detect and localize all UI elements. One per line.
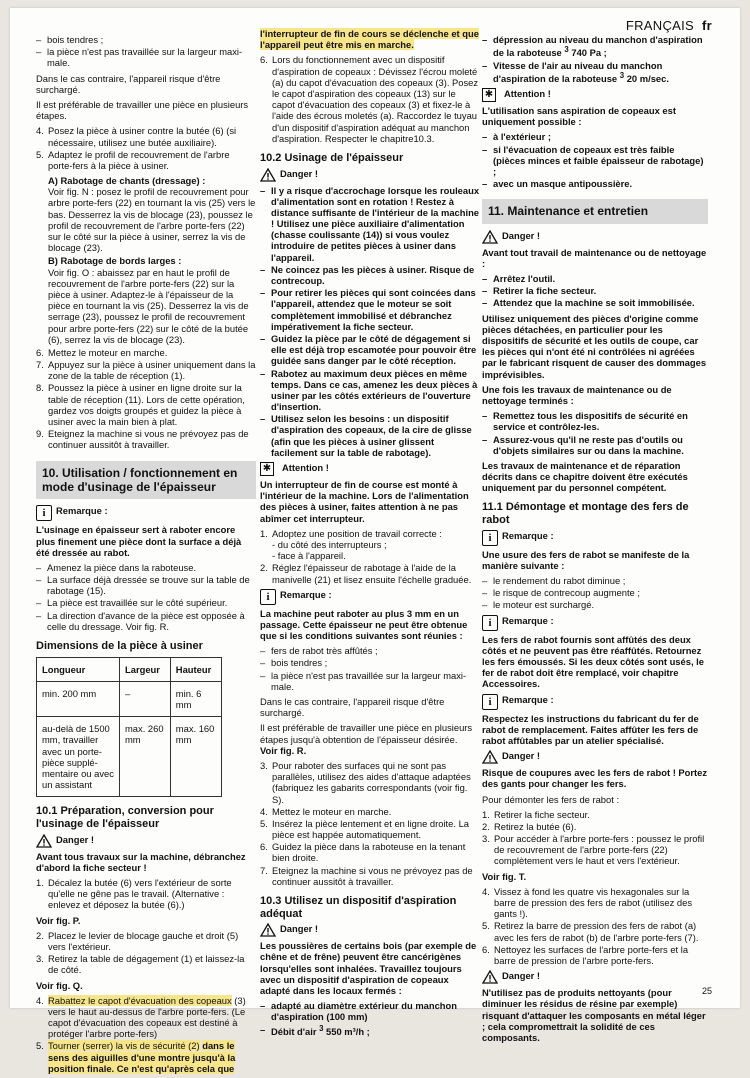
table-cell: min. 6 mm xyxy=(170,681,221,716)
remark-text: L'usinage en épaisseur sert à raboter encore plus finement une pièce dont la surface a déjà été dressée au rabot. xyxy=(36,524,242,558)
info-icon: i xyxy=(482,694,498,710)
step-item: 3. Pour raboter des surfaces qui ne sont pas parallèles, utilisez des aides d'attaque adaptées (fabriquez les gabarits correspondants (voir fig. S). xyxy=(260,759,471,805)
paragraph: Dans le cas contraire, l'appareil risque d'être surchargé. xyxy=(260,696,445,719)
danger-text: Risque de coupures avec les fers de rabot ! Portez des gants pour changer les fers. xyxy=(482,767,708,790)
paragraph: Il est préférable de travailler une pièce en plusieurs étapes jusqu'à obtention de l'épaisseur désirée. xyxy=(260,722,473,745)
attention-block xyxy=(260,462,480,476)
list-item: – Utilisez selon les besoins : un dispositif d'aspiration des copeaux, de la cire de glisse (afin que les pièces à usiner glissent facilement sur la table de rabotage). xyxy=(260,413,480,458)
danger-label: Danger ! xyxy=(280,923,319,935)
remark-text: La machine peut raboter au plus 3 mm en un passage. Cette épaisseur ne peut être obtenue que si les conditions suivantes sont réunies : xyxy=(260,607,468,642)
warning-triangle-icon xyxy=(36,834,52,848)
list-item: – Pour retirer les pièces qui sont coincées dans l'appareil, attendez que le moteur se soit complètement immobilisé et débranchez impérativement la fiche secteur. xyxy=(260,287,480,332)
step-item: 3. Pour accéder à l'arbre porte-fers : poussez le profil de recouvrement de l'arbre porte-fers (22) complètement vers le haut et vers l'extérieur. xyxy=(482,833,705,867)
list-item: – La pièce est travaillée sur le côté supérieur. xyxy=(36,597,256,608)
column-1 xyxy=(36,34,256,1078)
warning-triangle-icon xyxy=(482,970,498,984)
danger-block xyxy=(260,168,480,182)
column-3 xyxy=(482,34,708,1047)
page-number: 25 xyxy=(701,986,712,996)
sub-text-a: Voir fig. N : posez le profil de recouvrement pour arbre porte-fers (22) en tournant la vis (25) vers le bas. Desserrez la vis de blocage (23), poussez le profil de recouvrement de l'arbre porte-fers (22) sur le côté sur la pièce à usiner, serrez la vis de blocage (23). xyxy=(48,186,256,254)
danger-text: N'utilisez pas de produits nettoyants (pour diminuer les résidus de résine par exemple) risquant d'attaquer les composants en métal léger ; cela compromettrait la solidité de ces composants. xyxy=(482,987,706,1043)
step-item: 1. Adoptez une position de travail correcte : - du côté des interrupteurs ; - face à l'appareil. xyxy=(260,527,442,562)
section-11-1-heading: 11.1 Démontage et montage des fers de rabot xyxy=(482,501,689,527)
steps-list xyxy=(36,930,256,976)
page-header xyxy=(626,18,712,33)
list-item: – adapté au diamètre extérieur du manchon d'aspiration (100 mm) xyxy=(260,1000,480,1022)
list-item: – fers de rabot très affûtés ; xyxy=(260,645,480,656)
info-icon: i xyxy=(260,589,276,605)
danger-text: Avant tout travail de maintenance ou de nettoyage : xyxy=(482,246,707,269)
paragraph: Les travaux de maintenance et de réparation décrits dans ce chapitre doivent être exécutés uniquement par du personnel compétent. xyxy=(482,459,688,494)
table-header: Hauteur xyxy=(170,657,221,681)
danger-block xyxy=(482,750,708,764)
list-item: – Rabotez au maximum deux pièces en même temps. Dans ce cas, amenez les deux pièces à usiner par les côtés extérieurs de l'ouverture d'insertion. xyxy=(260,368,480,413)
list-item: – Attendez que la machine se soit immobilisée. xyxy=(482,297,708,308)
step-item: 2. Placez le levier de blocage gauche et droit (5) vers l'extérieur. xyxy=(36,929,239,952)
remark-label: Remarque : xyxy=(56,505,108,517)
step-item: 7. Eteignez la machine si vous ne prévoyez pas de continuer aussitôt à travailler. xyxy=(260,864,473,887)
remark-label: Remarque : xyxy=(502,693,554,705)
danger-label: Danger ! xyxy=(56,833,95,845)
section-10-3-heading: 10.3 Utilisez un dispositif d'aspiration adéquat xyxy=(260,895,457,920)
step-item: 5. Retirez la barre de pression des fers de rabot (a) avec les fers de rabot (b) de l'arbre porte-fers (7). xyxy=(482,920,699,943)
steps-list xyxy=(36,995,256,1074)
info-icon: i xyxy=(482,615,498,631)
warning-triangle-icon xyxy=(482,750,498,764)
list-item: – Amenez la pièce dans la raboteuse. xyxy=(36,562,256,573)
warning-triangle-icon xyxy=(260,168,276,182)
list-item: – dépression au niveau du manchon d'aspiration de la raboteuse $^3$ 740 Pa ; xyxy=(482,34,708,59)
highlighted-text: l'interrupteur de fin de cours se déclenche et que l'appareil peut être mis en marche. xyxy=(260,28,479,51)
sub-section-a xyxy=(36,175,256,345)
figure-ref: Voir fig. Q. xyxy=(36,979,83,991)
danger-text: Les poussières de certains bois (par exemple de chêne et de frêne) peuvent être cancérigènes lorsqu'elles sont inhalées. Travaillez toujours avec un dispositif d'aspiration de copeaux adapté dans les locaux fermés : xyxy=(260,940,477,997)
column-2 xyxy=(260,28,480,1041)
warning-triangle-icon xyxy=(260,923,276,937)
paragraph: Une fois les travaux de maintenance ou de nettoyage terminés : xyxy=(482,383,672,406)
table-row xyxy=(37,717,222,797)
remark-block xyxy=(260,589,480,605)
list-item: – avec un masque antipoussière. xyxy=(482,178,708,189)
conditions-list xyxy=(260,645,480,692)
section-10-2-heading: 10.2 Usinage de l'épaisseur xyxy=(260,151,404,164)
step-item: 8. Poussez la pièce à usiner en ligne droite sur la table de réception (11). Lors de cette opération, gardez vos doigts groupés et guidez la pièce à usiner avec la main bien à plat. xyxy=(36,382,245,427)
step-item: 6. Lors du fonctionnement avec un dispositif d'aspiration de copeaux : Dévissez l'écrou moleté (a) du capot d'évacuation des copeaux (3). Posez le capot d'aspiration des copeaux (13) sur le capot d'évacuation des copeaux (3) et fixez-le à l'aide des écrous moletés (a). Raccordez le tuyau d'un dispositif d'aspiration adéquat au manchon d'aspiration. Respecter le chapitre10.3. xyxy=(260,54,479,144)
section-10-1-heading: 10.1 Préparation, conversion pour l'usinage de l'épaisseur xyxy=(36,805,214,830)
list-item: – bois tendres ; xyxy=(36,34,256,45)
highlighted-text: Tourner (serrer) la vis de sécurité (2) xyxy=(48,1040,200,1052)
danger-block xyxy=(482,970,708,984)
table-cell: max. 260 mm xyxy=(120,717,171,797)
list-item: – Il y a risque d'accrochage lorsque les rouleaux d'alimentation sont en rotation ! Restez à distance suffisante de l'intérieur de la machine ! Utilisez une pièce auxiliaire d'alimentation (chasse coulissante (14)) si vous voulez introduire de petites pièces à usiner dans l'appareil. xyxy=(260,185,480,263)
step-item: 5. Adaptez le profil de recouvrement de l'arbre porte-fers à la pièce à usiner. xyxy=(36,148,230,171)
step-item: 1. Décalez la butée (6) vers l'extérieur de sorte qu'elle ne gêne pas le travail. (Alternative : enlevez et déposez la butée (6).) xyxy=(36,877,232,911)
without-extraction-list xyxy=(482,131,708,189)
attention-block xyxy=(482,88,708,102)
list-item: – le risque de contrecoup augmente ; xyxy=(482,587,708,598)
list-10 xyxy=(36,562,256,632)
language-label: FRANÇAIS xyxy=(625,18,694,33)
paragraph: Pour démonter les fers de rabot : xyxy=(482,793,620,805)
step-item: 1. Retirer la fiche secteur. xyxy=(482,808,590,820)
extraction-list xyxy=(260,1000,480,1037)
list-item: – la pièce n'est pas travaillée sur la largeur maximale. xyxy=(260,670,480,692)
table-cell: au-delà de 1500 mm, travailler avec un porte-pièce supplémentaire ou avec un assistant xyxy=(37,717,120,797)
danger-block xyxy=(482,230,708,244)
figure-ref: Voir fig. R. xyxy=(260,744,307,756)
step-item: 9. Eteignez la machine si vous ne prévoyez pas de continuer aussitôt à travailler. xyxy=(36,428,249,451)
step-item: 6. Nettoyez les surfaces de l'arbre porte-fers et la barre de pression de l'arbre porte-fers. xyxy=(482,943,689,966)
paragraph: Utilisez uniquement des pièces d'origine comme pièces détachées, en particulier pour les dispositifs de sécurité et les outils de coupe, car les pièces qui n'ont été ni contrôlées ni agréées par le fabricant risquent de causer des dommages imprévisibles. xyxy=(482,312,707,380)
list-item: – Vitesse de l'air au niveau du manchon d'aspiration de la raboteuse $^3$ 20 m/sec. xyxy=(482,60,708,85)
step-item: 5. Insérez la pièce lentement et en ligne droite. La pièce est happée automatiquement. xyxy=(260,817,469,841)
step-item: 4. Posez la pièce à usiner contre la butée (6) (si nécessaire, utilisez une butée auxiliaire). xyxy=(36,125,237,148)
top-list xyxy=(36,34,256,69)
table-header: Longueur xyxy=(37,657,120,681)
remark-block xyxy=(36,505,256,521)
sub-title-b: B) Rabotage de bords larges : xyxy=(48,255,182,267)
sub-title-a: A) Rabotage de chants (dressage) : xyxy=(48,175,206,187)
language-code: fr xyxy=(702,18,712,33)
list-item: – Ne coincez pas les pièces à usiner. Risque de contrecoup. xyxy=(260,264,480,286)
manual-page xyxy=(10,8,740,1074)
remark-text: Les fers de rabot fournis sont affûtés des deux côtés et ne peuvent pas être réaffûtés. Retournez les fers émoussés. Si les deux côtés sont usés, le fer de rabot doit être remplacé, voir chapitre Accessoires. xyxy=(482,633,704,690)
list-item: – à l'extérieur ; xyxy=(482,131,708,142)
danger-label: Danger ! xyxy=(502,970,541,982)
dimensions-heading: Dimensions de la pièce à usiner xyxy=(36,640,203,653)
dimensions-table xyxy=(36,657,222,798)
remark-text: Une usure des fers de rabot se manifeste de la manière suivante : xyxy=(482,548,690,571)
steps-list xyxy=(482,886,708,966)
steps-list xyxy=(260,54,480,144)
section-11-heading: 11. Maintenance et entretien xyxy=(482,199,708,223)
wear-list xyxy=(482,575,708,611)
list-item: – Débit d'air $^3$ 550 m³/h ; xyxy=(260,1024,480,1037)
remark-block xyxy=(482,615,708,631)
danger-block xyxy=(260,923,480,937)
step-item: 5. Tourner (serrer) la vis de sécurité (2) dans le sens des aiguilles d'une montre jusqu'à la position finale. Ce n'est qu'après cela que xyxy=(36,1040,236,1074)
info-icon: i xyxy=(36,505,52,521)
list-item: – La surface déjà dressée se trouve sur la table de rabotage (15). xyxy=(36,574,256,596)
remark-block xyxy=(482,530,708,546)
sub-text-b: Voir fig. O : abaissez par en haut le profil de recouvrement de l'arbre porte-fers (22) sur la pièce à usiner. Adaptez-le à l'épaisseur de la pièce en tournant la vis (25). Desserrez la vis de serrage (23), poussez le profil de recouvrement pour arbre porte-fers (22) sur le côté de la butée (6), serrez la vis de blocage (23). xyxy=(48,266,249,345)
remark-block xyxy=(482,694,708,710)
highlighted-text: dans le sens des aiguilles d'une montre jusqu'à la position finale. Ce n'est qu'après cela que xyxy=(48,1040,236,1074)
step-item: 6. Mettez le moteur en marche. xyxy=(36,346,168,358)
list-item: – Assurez-vous qu'il ne reste pas d'outils ou d'objets similaires sur ou dans la machine. xyxy=(482,434,708,456)
list-item: – bois tendres ; xyxy=(260,657,480,668)
highlighted-text: Rabattez le capot d'évacuation des copeaux xyxy=(48,994,232,1006)
step-item: 4. Rabattez le capot d'évacuation des copeaux (3) vers le haut au-dessus de l'arbre porte-fers. (Le capot d'évacuation des copeaux est destiné à protéger l'arbre porte-fers) xyxy=(36,994,246,1040)
steps-list xyxy=(36,877,256,911)
list-item: – si l'évacuation de copeaux est très faible (pièces minces et faible épaisseur de rabotage) ; xyxy=(482,144,708,178)
table-row xyxy=(37,681,222,716)
list-item: – Arrêtez l'outil. xyxy=(482,273,708,284)
warning-triangle-icon xyxy=(482,230,498,244)
step-item: 4. Vissez à fond les quatre vis hexagonales sur la barre de pression des fers de rabot (utilisez des gants !). xyxy=(482,885,693,920)
remark-text: Respectez les instructions du fabricant du fer de rabot de remplacement. Faites affûter les fers de rabot affûtables par un atelier spécialisé. xyxy=(482,712,699,746)
list-item: – le rendement du rabot diminue ; xyxy=(482,575,708,586)
attention-icon: ✱ xyxy=(482,88,496,102)
table-cell: max. 160 mm xyxy=(170,717,221,797)
step-item: 3. Retirez la table de dégagement (1) et laissez-la de côté. xyxy=(36,953,245,976)
remark-label: Remarque : xyxy=(280,588,332,600)
danger-label: Danger ! xyxy=(502,750,541,762)
info-icon: i xyxy=(482,530,498,546)
danger-list xyxy=(260,185,480,459)
figure-ref: Voir fig. T. xyxy=(482,870,527,882)
steps-list xyxy=(36,125,256,171)
danger-label: Danger ! xyxy=(280,167,319,179)
danger-label: Danger ! xyxy=(502,229,541,241)
attention-icon: ✱ xyxy=(260,462,274,476)
steps-list xyxy=(482,809,708,867)
list-item: – le moteur est surchargé. xyxy=(482,599,708,610)
attention-text: Un interrupteur de fin de course est monté à l'intérieur de la machine. Lors de l'alimentation des pièces à usiner, faites attention à ne pas abîmer cet interrupteur. xyxy=(260,479,469,524)
danger-block xyxy=(36,834,256,848)
attention-label: Attention ! xyxy=(504,88,551,99)
table-header: Largeur xyxy=(120,657,171,681)
after-maintenance-list xyxy=(482,410,708,456)
step-item: 2. Retirez la butée (6). xyxy=(482,820,577,832)
step-item: 4. Mettez le moteur en marche. xyxy=(260,805,392,817)
remark-label: Remarque : xyxy=(502,529,554,541)
list-item: – Retirer la fiche secteur. xyxy=(482,285,708,296)
step-item: 2. Réglez l'épaisseur de rabotage à l'aide de la manivelle (21) et lisez ensuite l'échelle graduée. xyxy=(260,562,472,585)
remark-label: Remarque : xyxy=(502,614,554,626)
list-item: – La direction d'avance de la pièce est opposée à celle du dressage. Voir fig. R. xyxy=(36,610,256,632)
list-item: – Guidez la pièce par le côté de dégagement si elle est déjà trop escamotée pour pouvoir être guidée sans danger par le côté réception. xyxy=(260,333,480,367)
steps-list xyxy=(36,347,256,451)
extraction-list-cont xyxy=(482,34,708,84)
paragraph: Dans le cas contraire, l'appareil risque d'être surchargé. xyxy=(36,72,221,95)
list-item: – la pièce n'est pas travaillée sur la largeur maximale. xyxy=(36,46,256,68)
step-item: 7. Appuyez sur la pièce à usiner uniquement dans la zone de la table de réception (1). xyxy=(36,359,256,382)
list-item: – Remettez tous les dispositifs de sécurité en service et contrôlez-les. xyxy=(482,410,708,432)
paragraph: Il est préférable de travailler une pièce en plusieurs étapes. xyxy=(36,98,249,122)
step-item: 6. Guidez la pièce dans la raboteuse en la tenant bien droite. xyxy=(260,841,466,864)
attention-text: L'utilisation sans aspiration de copeaux est uniquement possible : xyxy=(482,105,676,128)
steps-list xyxy=(260,760,480,887)
figure-ref: Voir fig. P. xyxy=(36,914,81,926)
danger-text: Avant tous travaux sur la machine, débranchez d'abord la fiche secteur ! xyxy=(36,850,246,873)
section-10-heading: 10. Utilisation / fonctionnement en mode d'usinage de l'épaisseur xyxy=(36,461,256,500)
maintenance-list xyxy=(482,273,708,309)
steps-list xyxy=(260,528,480,585)
table-cell: – xyxy=(120,681,171,716)
attention-label: Attention ! xyxy=(282,462,329,474)
table-cell: min. 200 mm xyxy=(37,681,120,716)
